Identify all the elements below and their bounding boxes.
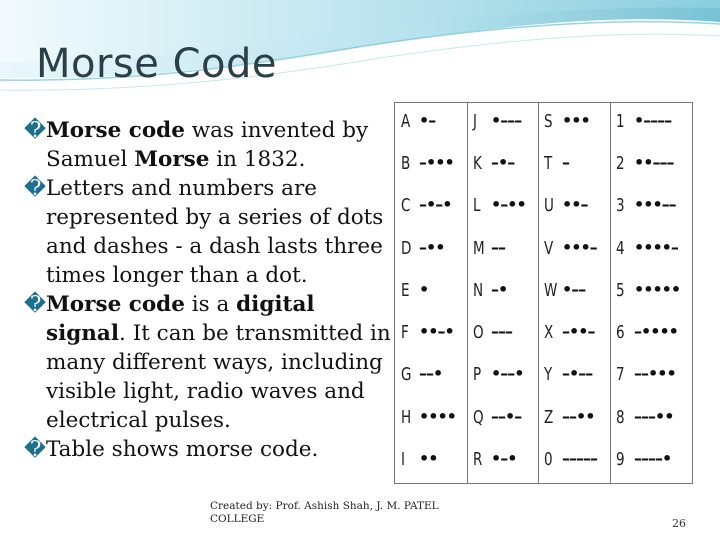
morse-code-pattern: –•–• xyxy=(419,195,452,215)
morse-character: D xyxy=(401,237,412,259)
morse-character: B xyxy=(401,153,411,175)
morse-character: M xyxy=(473,237,485,259)
morse-character: N xyxy=(473,279,484,301)
morse-table-cell xyxy=(538,441,610,479)
morse-table-cell xyxy=(395,230,467,268)
morse-character: Y xyxy=(544,364,553,386)
morse-table-cell xyxy=(467,230,539,268)
morse-code-pattern: •–•• xyxy=(491,195,526,215)
page-number: 26 xyxy=(672,517,686,530)
bullet-text: Letters and numbers are represented by a series of dots and dashes - a dash lasts three times longer than a dot. xyxy=(46,176,384,288)
morse-table-cell xyxy=(395,356,467,394)
morse-code-table xyxy=(394,102,693,484)
morse-code-pattern: –••• xyxy=(419,153,454,173)
morse-code-pattern: ••– xyxy=(562,195,588,215)
bullet-marker-icon: � xyxy=(24,437,47,462)
morse-code-pattern: ••–• xyxy=(419,322,454,342)
morse-code-pattern: • xyxy=(419,279,429,299)
morse-character: P xyxy=(473,364,482,386)
morse-code-pattern: –•–– xyxy=(562,364,593,384)
morse-character: H xyxy=(401,406,412,428)
bullet-marker-icon: � xyxy=(24,118,47,143)
morse-table-cell xyxy=(538,356,610,394)
morse-code-pattern: •–– xyxy=(562,279,586,299)
morse-code-pattern: •• xyxy=(419,448,438,468)
morse-code-pattern: ––––• xyxy=(634,448,672,468)
morse-character: U xyxy=(544,195,554,217)
morse-character: Q xyxy=(473,406,484,428)
morse-code-pattern: •••• xyxy=(419,406,456,426)
morse-table-cell xyxy=(610,356,682,394)
morse-character: X xyxy=(544,322,554,344)
morse-code-pattern: •– xyxy=(419,111,436,130)
morse-code-pattern: ––– xyxy=(491,322,512,342)
bullet-item xyxy=(24,290,392,435)
morse-code-pattern: –––•• xyxy=(634,406,674,426)
morse-table-cell xyxy=(538,314,610,352)
morse-character: 3 xyxy=(616,195,625,217)
morse-table-cell xyxy=(467,399,539,437)
morse-table-cell xyxy=(395,314,467,352)
morse-character: C xyxy=(401,195,411,217)
bullet-text-bold: Morse code xyxy=(46,292,185,317)
morse-character: 6 xyxy=(616,322,625,344)
morse-table-cell xyxy=(395,272,467,310)
morse-character: I xyxy=(401,448,405,470)
morse-code-pattern: •–• xyxy=(491,448,517,468)
bullet-text-bold: Morse xyxy=(134,147,210,172)
footer-credit: Created by: Prof. Ashish Shah, J. M. PATEL COLLEGE xyxy=(210,500,439,525)
morse-character: J xyxy=(473,111,477,132)
bullet-text: was invented by Samuel xyxy=(46,118,369,172)
morse-table-cell xyxy=(610,441,682,479)
morse-character: 7 xyxy=(616,364,625,386)
morse-table-cell xyxy=(610,399,682,437)
morse-code-pattern: ––• xyxy=(419,364,443,384)
morse-character: 5 xyxy=(616,279,625,301)
morse-table-cell xyxy=(467,145,539,183)
morse-character: G xyxy=(401,364,412,386)
morse-table-cell xyxy=(538,187,610,225)
morse-code-pattern: ••••– xyxy=(634,237,678,257)
morse-table-cell xyxy=(538,230,610,268)
morse-character: L xyxy=(473,195,481,217)
morse-character: 4 xyxy=(616,237,625,259)
morse-code-pattern: –•••• xyxy=(634,322,678,342)
morse-table-cell xyxy=(467,441,539,479)
morse-character: A xyxy=(401,111,411,132)
morse-code-pattern: •••– xyxy=(562,237,597,257)
morse-table-cell xyxy=(467,272,539,310)
morse-character: 0 xyxy=(544,448,553,470)
morse-code-pattern: –•– xyxy=(491,153,515,173)
morse-table-cell xyxy=(610,103,682,141)
morse-code-pattern: ••––– xyxy=(634,153,674,173)
morse-character: 8 xyxy=(616,406,625,428)
morse-character: 2 xyxy=(616,153,625,175)
morse-table-cell xyxy=(610,314,682,352)
morse-table-cell xyxy=(610,187,682,225)
bullet-text: . It can be transmitted in many different ways, including visible light, radio waves and electrical pulses. xyxy=(46,321,391,433)
morse-code-pattern: ––•– xyxy=(491,406,522,426)
morse-character: E xyxy=(401,279,410,301)
bullet-item xyxy=(24,116,392,174)
morse-character: 1 xyxy=(616,111,625,132)
morse-character: S xyxy=(544,111,553,132)
morse-code-pattern: ••••• xyxy=(634,279,681,299)
bullet-text: in 1832. xyxy=(209,147,306,172)
morse-table-cell xyxy=(395,441,467,479)
bullet-marker-icon: � xyxy=(24,292,47,317)
morse-table-cell xyxy=(395,103,467,141)
morse-table-cell xyxy=(610,145,682,183)
bullet-text: is a xyxy=(184,292,237,317)
morse-code-pattern: –•• xyxy=(419,237,445,257)
morse-table-cell xyxy=(395,145,467,183)
morse-table-cell xyxy=(467,356,539,394)
morse-character: V xyxy=(544,237,554,259)
morse-table-cell xyxy=(467,187,539,225)
slide-title: Morse Code xyxy=(36,41,277,87)
morse-code-pattern: •––– xyxy=(491,111,522,130)
bullet-item xyxy=(24,174,392,290)
bullet-item xyxy=(24,435,392,464)
morse-character: F xyxy=(401,322,409,344)
morse-code-pattern: –• xyxy=(491,279,508,299)
morse-code-pattern: – xyxy=(562,153,569,173)
morse-code-pattern: •––• xyxy=(491,364,524,384)
morse-character: W xyxy=(544,279,558,301)
morse-table-cell xyxy=(610,272,682,310)
morse-table-cell xyxy=(395,187,467,225)
bullet-marker-icon: � xyxy=(24,176,47,201)
morse-code-pattern: •–––– xyxy=(634,111,672,130)
morse-code-pattern: ––••• xyxy=(634,364,676,384)
morse-table-cell xyxy=(538,399,610,437)
bullet-list xyxy=(24,116,392,464)
bullet-text-bold: digital signal xyxy=(46,292,315,346)
morse-character: T xyxy=(544,153,553,175)
morse-table-cell xyxy=(538,145,610,183)
morse-character: R xyxy=(473,448,483,470)
morse-character: K xyxy=(473,153,482,175)
morse-code-pattern: –– xyxy=(491,237,505,257)
morse-table-cell xyxy=(467,103,539,141)
morse-character: Z xyxy=(544,406,554,428)
morse-code-pattern: ––•• xyxy=(562,406,595,426)
bullet-text: Table shows morse code. xyxy=(46,437,319,462)
morse-character: 9 xyxy=(616,448,625,470)
morse-table-cell xyxy=(467,314,539,352)
morse-code-pattern: ––––– xyxy=(562,448,597,468)
morse-table-cell xyxy=(610,230,682,268)
morse-table-cell xyxy=(538,272,610,310)
morse-character: O xyxy=(473,322,484,344)
morse-table-cell xyxy=(538,103,610,141)
morse-code-pattern: •••–– xyxy=(634,195,676,215)
bullet-text-bold: Morse code xyxy=(46,118,185,143)
morse-code-pattern: –••– xyxy=(562,322,595,342)
morse-code-pattern: ••• xyxy=(562,111,590,130)
morse-table-cell xyxy=(395,399,467,437)
